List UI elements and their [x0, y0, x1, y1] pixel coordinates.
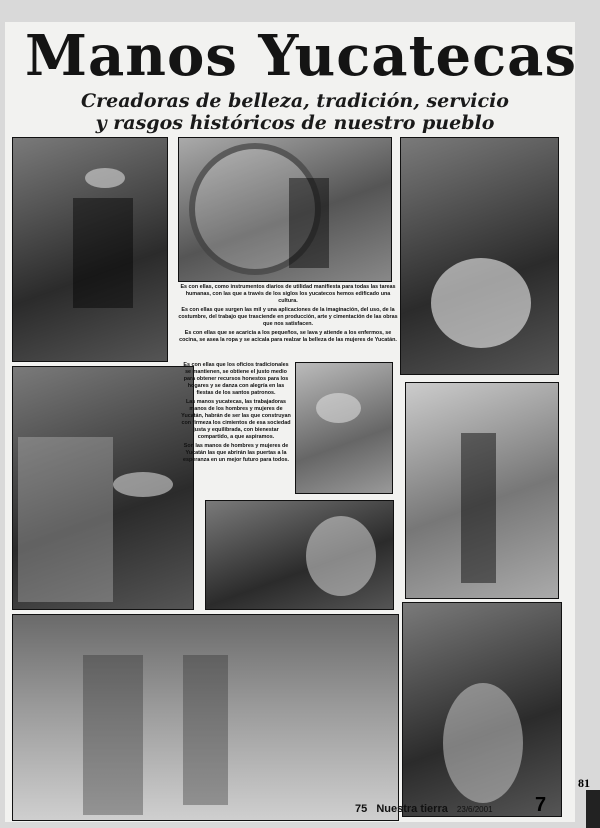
photo-old-man-weaving	[12, 137, 168, 362]
article-paragraph: Son las manos de hombres y mujeres de Yucatán las que abrirán las puertas a la esperanza en un mejor futuro para todos.	[182, 443, 290, 463]
edge-bar	[586, 790, 600, 828]
page-number: 7	[535, 794, 547, 816]
photo-man-hammocks	[12, 366, 194, 610]
photo-woman-hanging-items	[402, 602, 562, 817]
page-subtitle	[15, 90, 575, 134]
article-paragraph: Las manos yucatecas, las trabajadoras manos de los hombres y mujeres de Yucatán, habrán de ser las que construyan con firmeza los cimientos de esa sociedad justa y equilibrada, con bienestar compartido, a que aspiramos.	[181, 399, 291, 440]
article-paragraph: Es con ellas, como instrumentos diarios de utilidad manifiesta para todas las tareas humanas, con las que a través de los siglos los yucatecos hemos edificado una cultura.	[180, 284, 396, 304]
issue-number: 75	[355, 803, 368, 815]
magazine-name: Nuestra tierra	[376, 803, 448, 815]
article-paragraph: Es con ellas que los oficios tradicionales se mantienen, se obtiene el justo medio para obtener recursos honestos para los hogares y se danza con alegría en las fiestas de los santos patronos.	[183, 362, 289, 396]
article-body-top	[177, 284, 399, 346]
article-paragraph: Es con ellas que se acaricia a los pequeños, se lava y atiende a los enfermos, se cocina, se asea la ropa y se acicala para realzar la belleza de las mujeres de Yucatán.	[179, 330, 397, 343]
page-footer	[355, 803, 493, 815]
issue-date: 23/6/2001	[456, 805, 493, 814]
page-title: Manos Yucatecas	[25, 23, 577, 89]
article-paragraph: Es con ellas que surgen las mil y una aplicaciones de la imaginación, del uso, de la costumbre, del trabajo que trasciende en producción, arte y cimentación de las obras que nos satisfacen.	[178, 307, 398, 327]
article-body-column	[181, 362, 291, 466]
photo-plaza-vendor	[12, 614, 399, 821]
subtitle-line-2: y rasgos históricos de nuestro pueblo	[95, 112, 495, 134]
subtitle-line-1: Creadoras de belleza, tradición, servicio	[81, 90, 509, 112]
photo-man-with-wheel	[178, 137, 392, 282]
magazine-page	[5, 22, 575, 822]
photo-woman-embroidering	[400, 137, 559, 375]
photo-barber	[295, 362, 393, 494]
photo-woman-loom	[205, 500, 394, 610]
photo-man-with-hammocks-display	[405, 382, 559, 599]
side-page-number: 81	[578, 776, 590, 790]
